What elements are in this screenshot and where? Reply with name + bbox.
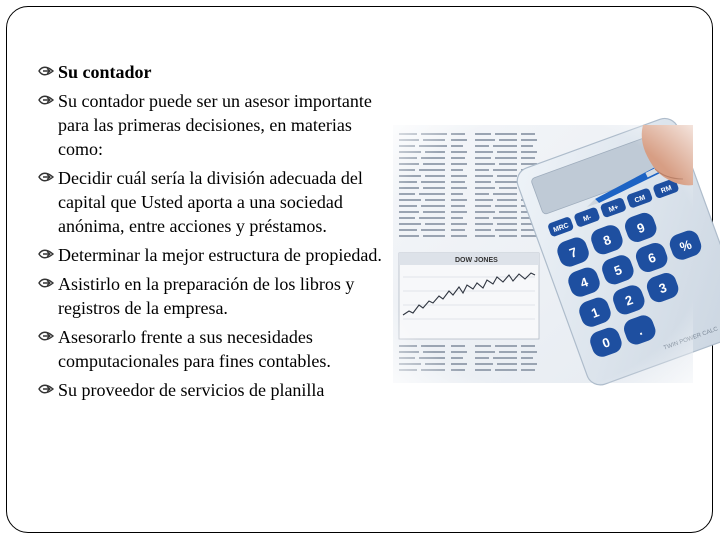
bullet-text: Su contador (58, 62, 152, 82)
arrow-bullet-icon (38, 330, 54, 342)
bullet-text: Su proveedor de servicios de planilla (58, 380, 325, 400)
calculator-illustration (393, 125, 719, 383)
bullet-text: Asesorarlo frente a sus necesidades computacionales para fines contables. (58, 327, 331, 371)
bullet-text: Decidir cuál sería la división adecuada del capital que Usted aporta a una sociedad anónima, entre acciones y préstamos. (58, 168, 363, 236)
bullet-item (38, 166, 383, 238)
bullet-item (38, 89, 383, 161)
calculator-brand: CALC (701, 326, 719, 338)
arrow-bullet-icon (38, 171, 54, 183)
calculator-photo (393, 125, 719, 383)
arrow-bullet-icon (38, 383, 54, 395)
bullet-item (38, 272, 383, 320)
bullet-text: Su contador puede ser un asesor importante para las primeras decisiones, en materias como: (58, 91, 372, 159)
arrow-bullet-icon (38, 94, 54, 106)
bullet-item (38, 243, 383, 267)
bullet-item (38, 325, 383, 373)
bullet-item (38, 378, 383, 402)
arrow-bullet-icon (38, 277, 54, 289)
arrow-bullet-icon (38, 248, 54, 260)
bullet-item (38, 60, 383, 84)
bullet-text: Determinar la mejor estructura de propiedad. (58, 245, 382, 265)
bullet-text: Asistirlo en la preparación de los libros y registros de la empresa. (58, 274, 355, 318)
arrow-bullet-icon (38, 65, 54, 77)
bullet-list (38, 60, 383, 407)
